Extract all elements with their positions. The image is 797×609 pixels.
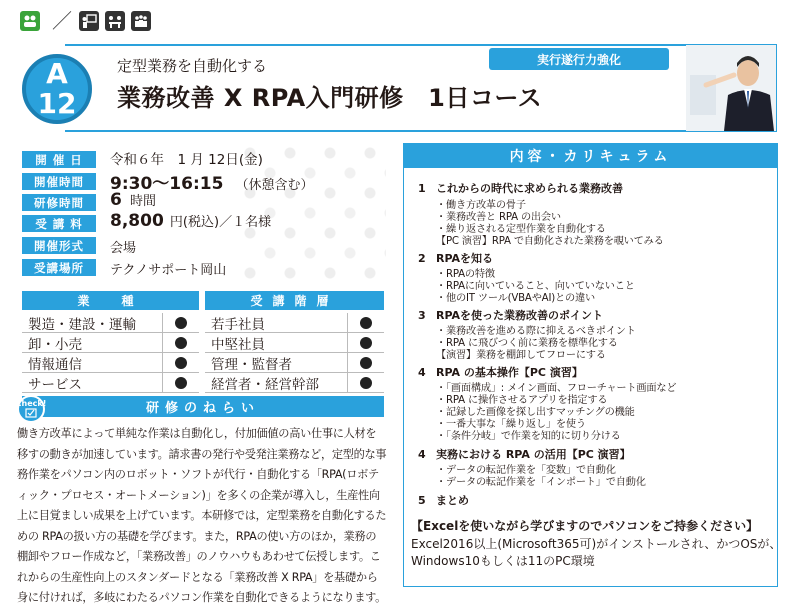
- instructor-photo: [686, 45, 776, 131]
- curriculum-section: [418, 446, 631, 462]
- industry-row: [22, 353, 199, 373]
- curriculum-item: ・記録した画像を探し出すマッチングの機能: [436, 407, 635, 418]
- curriculum-section: [418, 364, 583, 380]
- info-value-format: 会場: [110, 241, 137, 256]
- section-number: 5: [418, 494, 426, 507]
- level-row: [205, 373, 384, 393]
- hours-note: （休憩含む）: [235, 178, 314, 193]
- hours-range: 9:30～16:15: [110, 174, 224, 194]
- section-number: 2: [418, 252, 426, 265]
- curriculum-item: ・繰り返される定型作業を自動化する: [436, 224, 606, 235]
- level-label: 管理・監督者: [211, 356, 292, 373]
- pc-requirement-line: Windows10もしくは11のPC環境: [411, 554, 595, 568]
- bullet-dot: [175, 357, 187, 369]
- pc-requirement-line: Excel2016以上(Microsoft365可)がインストールされ、かつOSが、: [411, 537, 782, 551]
- industry-row: [22, 333, 199, 353]
- info-label-hours: 開催時間: [22, 173, 96, 190]
- info-value-fee: [110, 211, 271, 231]
- level-label: 中堅社員: [211, 336, 265, 353]
- course-title: 業務改善 X RPA入門研修 1日コース: [117, 84, 543, 112]
- section-title: RPA の基本操作【PC 演習】: [436, 366, 583, 379]
- course-code-number: 12: [37, 87, 77, 120]
- section-number: 4: [418, 366, 426, 379]
- duration-number: 6: [110, 190, 122, 210]
- group-icon: [131, 11, 151, 31]
- curriculum-item: 【PC 演習】RPA で自動化された業務を覗いてみる: [436, 236, 664, 247]
- section-title: RPAを知る: [436, 252, 494, 265]
- section-title: これからの時代に求められる業務改善: [436, 182, 623, 195]
- check-icon: [17, 395, 45, 423]
- curriculum-item: ・データの転記作業を「インポート」で自動化: [436, 477, 646, 488]
- slash-divider: ／: [52, 9, 72, 33]
- date-text: 令和６年 1 月 12日(金): [110, 152, 263, 168]
- level-label: 経営者・経営幹部: [211, 376, 319, 393]
- curriculum-item: ・RPA に飛びつく前に業務を標準化する: [436, 338, 618, 349]
- bullet-dot: [360, 337, 372, 349]
- course-code-badge: [22, 54, 92, 124]
- curriculum-item: ・業務改善を進める際に抑えるべきポイント: [436, 326, 636, 337]
- info-label-format: 開催形式: [22, 237, 96, 254]
- course-subtitle: 定型業務を自動化する: [117, 57, 268, 75]
- category-table: [22, 291, 384, 391]
- curriculum-item: 【演習】業務を棚卸してフローにする: [436, 350, 606, 361]
- people-logo-icon: [20, 11, 40, 31]
- duration-unit: 時間: [129, 194, 156, 209]
- info-value-duration: [110, 190, 156, 210]
- column-divider: [162, 313, 163, 393]
- section-title: RPAを使った業務改善のポイント: [436, 309, 604, 322]
- bullet-dot: [175, 337, 187, 349]
- bullet-dot: [360, 317, 372, 329]
- header-level: 受講階層: [205, 291, 384, 310]
- section-number: 1: [418, 182, 426, 195]
- aim-header: 研修のねらい: [22, 396, 384, 417]
- curriculum-item: ・RPAに向いていること、向いていないこと: [436, 281, 635, 292]
- industry-label: 卸・小売: [28, 336, 82, 353]
- curriculum-section: [418, 307, 603, 323]
- curriculum-item: ・RPA に操作させるアプリを指定する: [436, 395, 608, 406]
- check-label: Check!: [15, 399, 47, 408]
- bring-pc-notice: 【Excelを使いながら学びますのでパソコンをご持参ください】: [411, 519, 759, 533]
- bullet-dot: [175, 377, 187, 389]
- course-code-letter: A: [46, 57, 68, 90]
- curriculum-section: [418, 180, 623, 196]
- curriculum-section: [418, 250, 493, 266]
- info-label-fee: 受 講 料: [22, 215, 96, 232]
- fee-amount: 8,800: [110, 211, 164, 231]
- curriculum-item: ・「条件分岐」で作業を知的に切り分ける: [436, 431, 621, 442]
- industry-label: 情報通信: [28, 356, 82, 373]
- fee-unit: 円(税込)／１名様: [169, 215, 272, 230]
- bullet-dot: [175, 317, 187, 329]
- bullet-dot: [360, 357, 372, 369]
- level-label: 若手社員: [211, 316, 265, 333]
- curriculum-header: 内容・カリキュラム: [403, 143, 778, 168]
- curriculum-item: ・働き方改革の骨子: [436, 200, 526, 211]
- industry-row: [22, 313, 199, 333]
- level-row: [205, 313, 384, 333]
- level-row: [205, 353, 384, 373]
- column-divider: [347, 313, 348, 393]
- section-number: 3: [418, 309, 426, 322]
- curriculum-item: ・一番大事な「繰り返し」を使う: [436, 419, 586, 430]
- curriculum-item: ・データの転記作業を「変数」で自動化: [436, 465, 616, 476]
- level-row: [205, 333, 384, 353]
- industry-row: [22, 373, 199, 393]
- presentation-icon: [79, 11, 99, 31]
- info-value-venue: テクノサポート岡山: [110, 263, 227, 278]
- bullet-dot: [360, 377, 372, 389]
- industry-label: 製造・建設・運輸: [28, 316, 136, 333]
- curriculum-item: ・業務改善と RPA の出会い: [436, 212, 561, 223]
- category-badge: 実行遂行力強化: [489, 48, 669, 70]
- industry-label: サービス: [28, 376, 82, 393]
- section-title: 実務における RPA の活用【PC 演習】: [436, 448, 631, 461]
- header-industry: 業 種: [22, 291, 199, 310]
- curriculum-item: ・他のIT ツール(VBAやAI)との違い: [436, 293, 595, 304]
- meeting-icon: [105, 11, 125, 31]
- info-label-date: 開 催 日: [22, 151, 96, 168]
- section-number: 4: [418, 448, 426, 461]
- info-label-duration: 研修時間: [22, 194, 96, 211]
- curriculum-section: [418, 492, 469, 508]
- info-label-venue: 受講場所: [22, 259, 96, 276]
- section-title: まとめ: [436, 494, 469, 507]
- aim-body: 働き方改革によって単純な作業は自動化し，付加価値の高い仕事に人材を移すの動きが加速しています。請求書の発行や受発注業務など，定型的な事務作業をパソコン内のロボット・ソフトが代行・自動化する「RPA(ロボティック・プロセス・オートメーション)」を多くの企業が導入し，生産性向上に目覚ましい成果を上げています。本研修では，定型業務を自動化するための RPAの扱い方の基礎を学びます。また，RPAの使い方のほか，業務の棚卸やフロー作成など，「業務改善」のノウハウもあわせて伝授します。これからの生産性向上のスタンダードとなる「業務改善 X RPA」を基礎から身に付ければ，多岐にわたるパソコン作業を自動化できるようになります。: [17, 427, 387, 604]
- info-value-date: [110, 148, 263, 168]
- curriculum-item: ・RPAの特徴: [436, 269, 495, 280]
- curriculum-item: ・「画面構成」: メイン画面、フローチャート画面など: [436, 383, 677, 394]
